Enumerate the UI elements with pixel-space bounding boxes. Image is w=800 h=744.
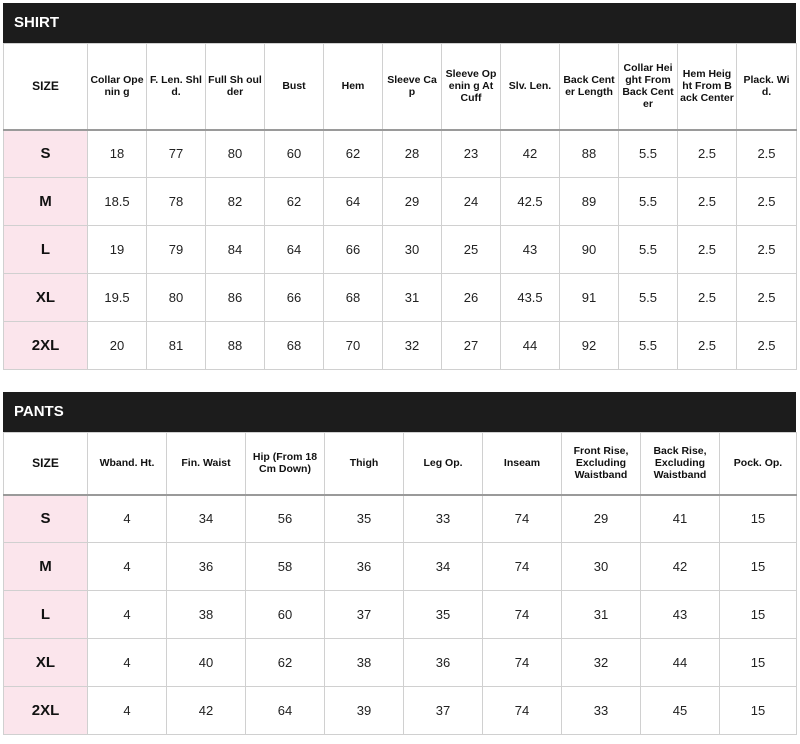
shirt-measurement-cell: 5.5 [619,226,678,274]
shirt-measurement-cell: 60 [265,130,324,178]
shirt-measurement-cell: 88 [206,322,265,370]
shirt-measurement-cell: 64 [265,226,324,274]
pants-column-header: Inseam [483,433,562,495]
shirt-measurement-cell: 79 [147,226,206,274]
pants-size-label: S [4,495,88,543]
pants-measurement-cell: 37 [404,687,483,735]
pants-measurement-cell: 42 [167,687,246,735]
pants-size-label: 2XL [4,687,88,735]
pants-section [3,392,796,735]
shirt-column-header: Slv. Len. [501,44,560,130]
shirt-measurement-cell: 43 [501,226,560,274]
shirt-size-label: 2XL [4,322,88,370]
pants-size-label: L [4,591,88,639]
pants-measurement-cell: 42 [641,543,720,591]
pants-column-header: Pock. Op. [720,433,797,495]
pants-measurement-cell: 74 [483,591,562,639]
shirt-measurement-cell: 2.5 [678,322,737,370]
pants-measurement-cell: 36 [404,639,483,687]
shirt-measurement-cell: 64 [324,178,383,226]
shirt-column-header: Hem Height From Back Center [678,44,737,130]
shirt-measurement-cell: 28 [383,130,442,178]
shirt-column-header: F. Len. Shld. [147,44,206,130]
pants-measurement-cell: 38 [325,639,404,687]
shirt-measurement-cell: 2.5 [678,130,737,178]
pants-size-label: XL [4,639,88,687]
shirt-measurement-cell: 84 [206,226,265,274]
shirt-size-label: XL [4,274,88,322]
shirt-measurement-cell: 70 [324,322,383,370]
shirt-measurement-cell: 5.5 [619,274,678,322]
shirt-measurement-cell: 91 [560,274,619,322]
pants-measurement-cell: 74 [483,495,562,543]
shirt-size-table [3,43,797,370]
shirt-measurement-cell: 78 [147,178,206,226]
shirt-measurement-cell: 2.5 [737,274,797,322]
pants-measurement-cell: 4 [88,639,167,687]
shirt-measurement-cell: 68 [265,322,324,370]
shirt-measurement-cell: 43.5 [501,274,560,322]
shirt-measurement-cell: 77 [147,130,206,178]
pants-measurement-cell: 36 [167,543,246,591]
shirt-column-header: Sleeve Openin g At Cuff [442,44,501,130]
shirt-table-row [4,178,797,226]
shirt-measurement-cell: 2.5 [737,322,797,370]
shirt-measurement-cell: 42 [501,130,560,178]
shirt-measurement-cell: 2.5 [678,226,737,274]
shirt-table-row [4,322,797,370]
shirt-measurement-cell: 2.5 [678,178,737,226]
pants-column-header: Wband. Ht. [88,433,167,495]
pants-measurement-cell: 45 [641,687,720,735]
shirt-measurement-cell: 19 [88,226,147,274]
pants-measurement-cell: 62 [246,639,325,687]
pants-column-header: SIZE [4,433,88,495]
shirt-size-label: S [4,130,88,178]
pants-measurement-cell: 37 [325,591,404,639]
shirt-measurement-cell: 29 [383,178,442,226]
shirt-measurement-cell: 2.5 [678,274,737,322]
pants-measurement-cell: 4 [88,687,167,735]
pants-size-table [3,432,797,735]
pants-measurement-cell: 38 [167,591,246,639]
shirt-table-row [4,226,797,274]
pants-title: PANTS [3,392,796,432]
pants-measurement-cell: 43 [641,591,720,639]
shirt-measurement-cell: 2.5 [737,226,797,274]
shirt-measurement-cell: 25 [442,226,501,274]
pants-measurement-cell: 4 [88,543,167,591]
shirt-title: SHIRT [3,3,796,43]
pants-measurement-cell: 32 [562,639,641,687]
pants-column-header: Hip (From 18 Cm Down) [246,433,325,495]
shirt-column-header: Plack. Wid. [737,44,797,130]
pants-measurement-cell: 35 [404,591,483,639]
shirt-column-header: SIZE [4,44,88,130]
pants-column-header: Front Rise, Excluding Waistband [562,433,641,495]
shirt-measurement-cell: 90 [560,226,619,274]
pants-measurement-cell: 40 [167,639,246,687]
shirt-measurement-cell: 86 [206,274,265,322]
pants-table-row [4,639,797,687]
shirt-measurement-cell: 88 [560,130,619,178]
shirt-section [3,3,796,370]
pants-table-row [4,543,797,591]
pants-header-row [4,433,797,495]
shirt-column-header: Bust [265,44,324,130]
shirt-column-header: Full Sh oulder [206,44,265,130]
pants-measurement-cell: 64 [246,687,325,735]
shirt-measurement-cell: 24 [442,178,501,226]
shirt-measurement-cell: 20 [88,322,147,370]
pants-table-row [4,591,797,639]
shirt-measurement-cell: 32 [383,322,442,370]
shirt-measurement-cell: 23 [442,130,501,178]
pants-measurement-cell: 15 [720,687,797,735]
shirt-measurement-cell: 2.5 [737,178,797,226]
pants-measurement-cell: 44 [641,639,720,687]
pants-measurement-cell: 58 [246,543,325,591]
shirt-measurement-cell: 5.5 [619,178,678,226]
pants-measurement-cell: 15 [720,495,797,543]
pants-measurement-cell: 15 [720,639,797,687]
shirt-size-label: M [4,178,88,226]
pants-measurement-cell: 31 [562,591,641,639]
pants-measurement-cell: 34 [167,495,246,543]
pants-table-row [4,687,797,735]
shirt-size-label: L [4,226,88,274]
pants-measurement-cell: 41 [641,495,720,543]
pants-measurement-cell: 34 [404,543,483,591]
shirt-column-header: Sleeve Cap [383,44,442,130]
shirt-header-row [4,44,797,130]
pants-column-header: Back Rise, Excluding Waistband [641,433,720,495]
shirt-column-header: Collar Openin g [88,44,147,130]
shirt-column-header: Collar Height From Back Center [619,44,678,130]
pants-table-row [4,495,797,543]
shirt-measurement-cell: 18.5 [88,178,147,226]
shirt-column-header: Hem [324,44,383,130]
pants-measurement-cell: 39 [325,687,404,735]
shirt-measurement-cell: 62 [265,178,324,226]
pants-measurement-cell: 60 [246,591,325,639]
pants-measurement-cell: 74 [483,687,562,735]
pants-measurement-cell: 29 [562,495,641,543]
shirt-measurement-cell: 44 [501,322,560,370]
shirt-measurement-cell: 66 [324,226,383,274]
shirt-measurement-cell: 42.5 [501,178,560,226]
pants-measurement-cell: 33 [404,495,483,543]
shirt-measurement-cell: 26 [442,274,501,322]
shirt-measurement-cell: 31 [383,274,442,322]
pants-measurement-cell: 4 [88,591,167,639]
shirt-measurement-cell: 5.5 [619,322,678,370]
shirt-measurement-cell: 92 [560,322,619,370]
pants-column-header: Fin. Waist [167,433,246,495]
pants-measurement-cell: 4 [88,495,167,543]
shirt-measurement-cell: 66 [265,274,324,322]
pants-measurement-cell: 33 [562,687,641,735]
shirt-measurement-cell: 80 [147,274,206,322]
pants-measurement-cell: 15 [720,543,797,591]
shirt-measurement-cell: 62 [324,130,383,178]
pants-measurement-cell: 15 [720,591,797,639]
pants-measurement-cell: 36 [325,543,404,591]
shirt-measurement-cell: 89 [560,178,619,226]
shirt-measurement-cell: 5.5 [619,130,678,178]
shirt-column-header: Back Center Length [560,44,619,130]
pants-measurement-cell: 74 [483,639,562,687]
shirt-measurement-cell: 2.5 [737,130,797,178]
pants-column-header: Thigh [325,433,404,495]
shirt-measurement-cell: 80 [206,130,265,178]
shirt-measurement-cell: 19.5 [88,274,147,322]
pants-measurement-cell: 74 [483,543,562,591]
shirt-measurement-cell: 27 [442,322,501,370]
pants-measurement-cell: 30 [562,543,641,591]
shirt-measurement-cell: 82 [206,178,265,226]
shirt-measurement-cell: 18 [88,130,147,178]
pants-column-header: Leg Op. [404,433,483,495]
pants-measurement-cell: 56 [246,495,325,543]
shirt-measurement-cell: 68 [324,274,383,322]
pants-size-label: M [4,543,88,591]
shirt-table-row [4,274,797,322]
shirt-measurement-cell: 30 [383,226,442,274]
shirt-measurement-cell: 81 [147,322,206,370]
shirt-table-row [4,130,797,178]
pants-measurement-cell: 35 [325,495,404,543]
